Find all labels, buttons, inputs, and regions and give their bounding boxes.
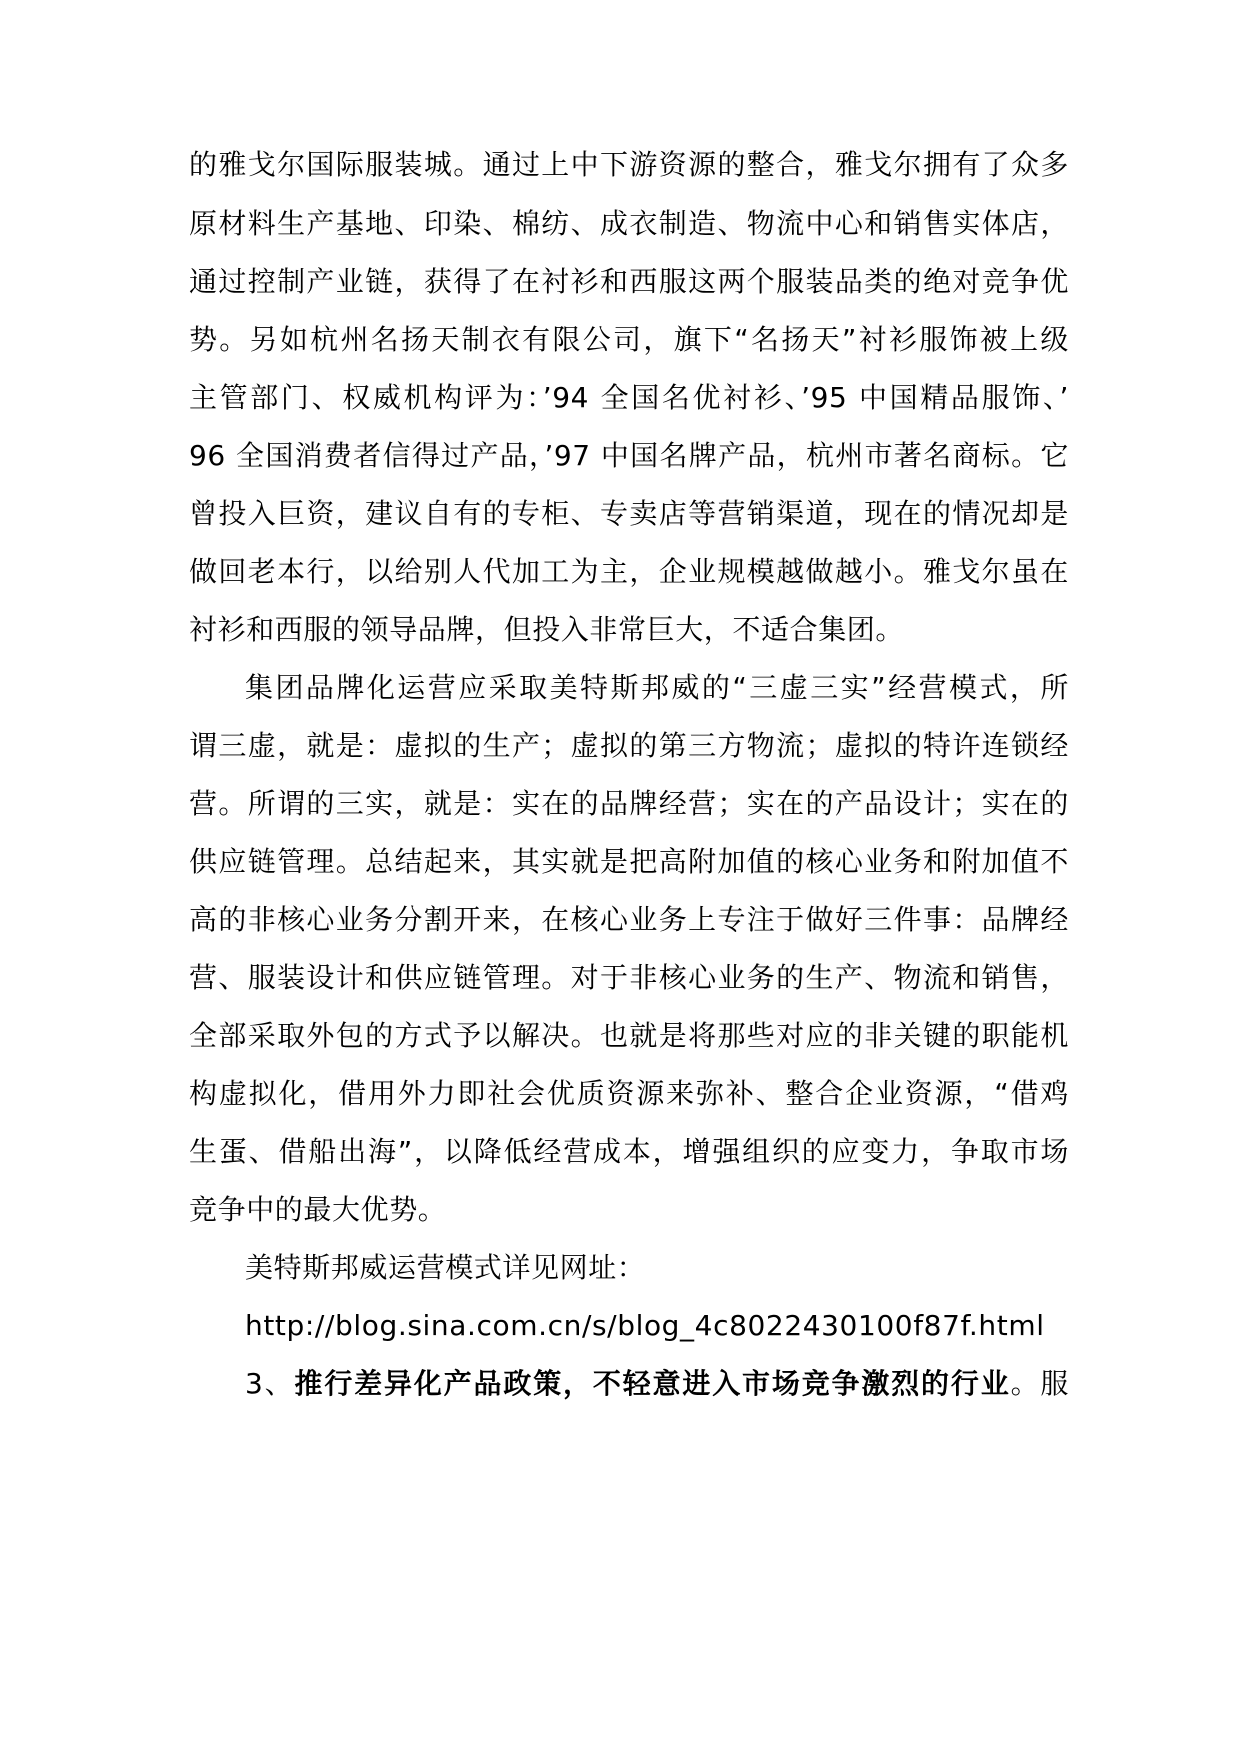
- paragraph-1-line-2: 原材料生产基地、印染、棉纺、成衣制造、物流中心和销售实体店，: [189, 207, 1069, 240]
- paragraph-1-line-1: 的雅戈尔国际服装城。通过上中下游资源的整合，雅戈尔拥有了众多: [189, 148, 1069, 181]
- paragraph-1-line-7: 曾投入巨资，建议自有的专柜、专卖店等营销渠道，现在的情况却是: [189, 497, 1069, 530]
- reference-url: http://blog.sina.com.cn/s/blog_4c8022430100f87f.html: [245, 1309, 1045, 1342]
- paragraph-2-line-9: 生蛋、借船出海”，以降低经营成本，增强组织的应变力，争取市场: [189, 1135, 1069, 1168]
- section-3-heading-line: [245, 1360, 1069, 1408]
- paragraph-2-line-4: 供应链管理。总结起来，其实就是把高附加值的核心业务和附加值不: [189, 845, 1069, 878]
- section-3-number: 3、: [245, 1367, 295, 1400]
- paragraph-2-line-8: 构虚拟化，借用外力即社会优质资源来弥补、整合企业资源，“借鸡: [189, 1077, 1069, 1110]
- paragraph-2-line-5: 高的非核心业务分割开来，在核心业务上专注于做好三件事：品牌经: [189, 903, 1069, 936]
- paragraph-1-line-6: 96 全国消费者信得过产品，’97 中国名牌产品，杭州市著名商标。它: [189, 439, 1069, 472]
- paragraph-1-line-5: 主管部门、权威机构评为：’94 全国名优衬衫、’95 中国精品服饰、’: [189, 381, 1069, 414]
- paragraph-2-line-7: 全部采取外包的方式予以解决。也就是将那些对应的非关键的职能机: [189, 1019, 1069, 1052]
- paragraph-3-line-1: 美特斯邦威运营模式详见网址：: [245, 1251, 646, 1284]
- paragraph-1-line-8: 做回老本行，以给别人代加工为主，企业规模越做越小。雅戈尔虽在: [189, 555, 1069, 588]
- paragraph-1-line-4: 势。另如杭州名扬天制衣有限公司，旗下“名扬天”衬衫服饰被上级: [189, 323, 1069, 356]
- paragraph-2-line-3: 营。所谓的三实，就是：实在的品牌经营；实在的产品设计；实在的: [189, 787, 1069, 820]
- paragraph-2-line-1: 集团品牌化运营应采取美特斯邦威的“三虚三实”经营模式，所: [245, 671, 1069, 704]
- paragraph-2-line-2: 谓三虚，就是：虚拟的生产；虚拟的第三方物流；虚拟的特许连锁经: [189, 729, 1069, 762]
- paragraph-1-line-9: 衬衫和西服的领导品牌，但投入非常巨大，不适合集团。: [189, 613, 905, 646]
- paragraph-1-line-3: 通过控制产业链，获得了在衬衫和西服这两个服装品类的绝对竞争优: [189, 265, 1069, 298]
- section-3-suffix: 。服: [1010, 1367, 1069, 1400]
- section-3-bold-title: 推行差异化产品政策，不轻意进入市场竞争激烈的行业: [294, 1367, 1011, 1400]
- paragraph-2-line-6: 营、服装设计和供应链管理。对于非核心业务的生产、物流和销售，: [189, 961, 1069, 994]
- paragraph-2-line-10: 竞争中的最大优势。: [189, 1193, 447, 1226]
